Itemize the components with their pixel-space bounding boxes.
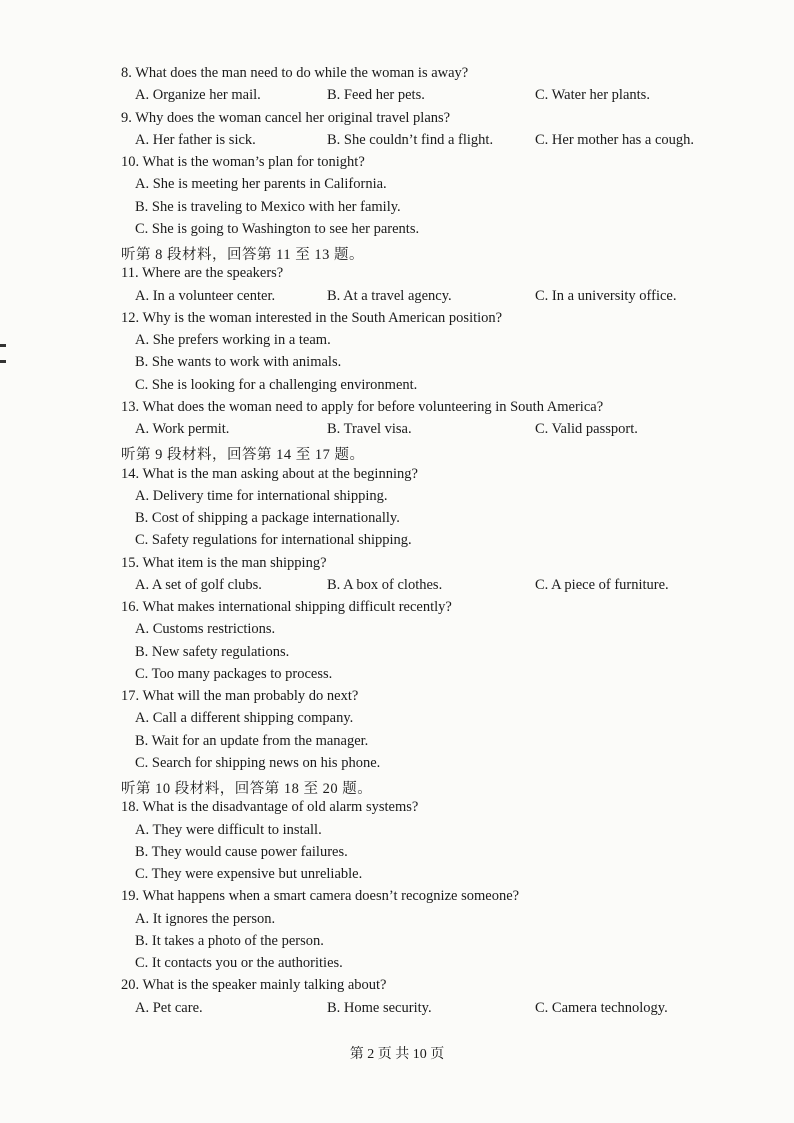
options-row <box>0 288 794 310</box>
option-b: B. Feed her pets. <box>327 87 425 104</box>
option-line: A. It ignores the person. <box>135 910 276 927</box>
option-a: A. Her father is sick. <box>135 131 256 148</box>
option-a: A. Work permit. <box>135 421 230 437</box>
option-a: A. Pet care. <box>135 999 203 1016</box>
option-line: B. Wait for an update from the manager. <box>135 732 369 749</box>
option-line: C. Safety regulations for international shipping. <box>135 532 412 549</box>
option-line: C. She is going to Washington to see her parents. <box>135 220 420 237</box>
section-instruction: 听第 10 段材料，回答第 18 至 20 题。 <box>121 781 373 797</box>
option-line: B. She is traveling to Mexico with her family. <box>135 198 401 215</box>
option-a: A. A set of golf clubs. <box>135 576 262 593</box>
question-text: 12. Why is the woman interested in the South American position? <box>121 309 503 326</box>
option-c: C. A piece of furniture. <box>535 576 669 593</box>
options-row <box>0 421 794 443</box>
option-line: C. It contacts you or the authorities. <box>135 955 343 971</box>
option-b: B. She couldn’t find a flight. <box>327 131 494 148</box>
question-text: 15. What item is the man shipping? <box>121 554 327 571</box>
option-c: C. Valid passport. <box>535 421 638 437</box>
option-line: B. It takes a photo of the person. <box>135 932 324 949</box>
question-text: 14. What is the man asking about at the beginning? <box>121 465 418 482</box>
question-text: 9. Why does the woman cancel her original travel plans? <box>121 109 451 126</box>
option-line: A. She is meeting her parents in California. <box>135 176 387 193</box>
question-text: 8. What does the man need to do while the woman is away? <box>121 65 469 81</box>
option-line: B. Cost of shipping a package internationally. <box>135 510 400 526</box>
options-row <box>0 87 794 109</box>
option-line: A. Call a different shipping company. <box>135 710 354 727</box>
option-line: B. They would cause power failures. <box>135 843 348 860</box>
option-line: A. They were difficult to install. <box>135 821 322 838</box>
question-text: 19. What happens when a smart camera doesn’t recognize someone? <box>121 888 520 905</box>
binding-margin-mark <box>0 344 6 347</box>
option-line: C. They were expensive but unreliable. <box>135 866 363 882</box>
option-c: C. In a university office. <box>535 287 677 304</box>
option-line: C. Search for shipping news on his phone. <box>135 754 381 771</box>
option-a: A. In a volunteer center. <box>135 287 276 304</box>
question-text: 17. What will the man probably do next? <box>121 688 359 704</box>
options-row <box>0 132 794 154</box>
option-c: C. Water her plants. <box>535 87 650 104</box>
option-line: A. She prefers working in a team. <box>135 332 331 348</box>
option-line: C. She is looking for a challenging environment. <box>135 376 418 393</box>
option-line: A. Delivery time for international shipping. <box>135 487 388 504</box>
question-text: 16. What makes international shipping difficult recently? <box>121 599 452 615</box>
option-line: B. She wants to work with animals. <box>135 354 342 371</box>
option-c: C. Camera technology. <box>535 999 668 1016</box>
question-text: 18. What is the disadvantage of old alarm systems? <box>121 799 419 816</box>
question-text: 11. Where are the speakers? <box>121 265 284 282</box>
options-row <box>0 577 794 599</box>
option-b: B. A box of clothes. <box>327 576 443 593</box>
option-line: C. Too many packages to process. <box>135 665 333 682</box>
question-text: 13. What does the woman need to apply for before volunteering in South America? <box>121 398 604 415</box>
question-text: 10. What is the woman’s plan for tonight? <box>121 154 365 170</box>
option-line: B. New safety regulations. <box>135 643 290 660</box>
option-a: A. Organize her mail. <box>135 87 261 104</box>
section-instruction: 听第 9 段材料，回答第 14 至 17 题。 <box>121 447 365 464</box>
option-b: B. Home security. <box>327 999 432 1016</box>
options-row <box>0 1000 794 1022</box>
question-text: 20. What is the speaker mainly talking about? <box>121 977 387 994</box>
option-b: B. Travel visa. <box>327 421 412 437</box>
page-footer: 第 2 页 共 10 页 <box>349 1047 445 1062</box>
section-instruction: 听第 8 段材料，回答第 11 至 13 题。 <box>121 247 364 263</box>
option-b: B. At a travel agency. <box>327 287 452 304</box>
option-line: A. Customs restrictions. <box>135 621 276 638</box>
binding-margin-mark <box>0 360 6 363</box>
option-c: C. Her mother has a cough. <box>535 131 695 148</box>
